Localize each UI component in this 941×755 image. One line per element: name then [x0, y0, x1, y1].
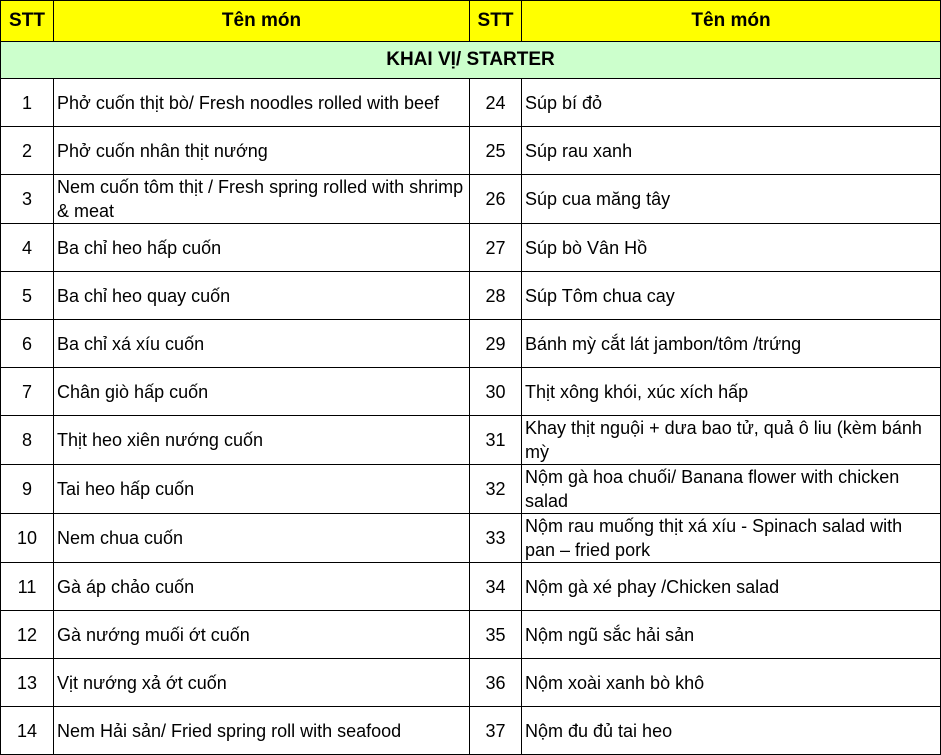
- left-dish-name-cell: [54, 563, 470, 611]
- left-item-number: 8: [21, 430, 32, 450]
- right-dish-name-cell: [522, 368, 941, 416]
- left-dish-name-cell: [54, 465, 470, 514]
- left-item-number: 4: [21, 237, 32, 258]
- left-dish-name-cell: [54, 175, 470, 224]
- dish-name-header-right: Tên món: [522, 1, 941, 42]
- right-dish-name: Nộm gà hoa chuối/ Banana flower with chicken salad: [525, 467, 900, 511]
- right-item-number: 35: [485, 624, 506, 645]
- left-item-number: 3: [21, 189, 32, 209]
- right-dish-name-cell: [522, 272, 941, 320]
- left-dish-name: Phở cuốn nhân thịt nướng: [57, 140, 268, 161]
- right-item-number-cell: [470, 175, 522, 224]
- right-item-number-cell: [470, 514, 522, 563]
- left-item-number-cell: [1, 175, 54, 224]
- right-item-number: 26: [485, 189, 506, 209]
- right-dish-name: Thịt xông khói, xúc xích hấp: [525, 381, 749, 402]
- left-dish-name: Tai heo hấp cuốn: [57, 479, 195, 499]
- table-row: [1, 79, 941, 127]
- right-item-number-cell: [470, 416, 522, 465]
- left-dish-name-cell: [54, 224, 470, 272]
- left-dish-name-cell: [54, 707, 470, 755]
- left-dish-name: Ba chỉ xá xíu cuốn: [57, 333, 205, 354]
- left-dish-name: Ba chỉ heo quay cuốn: [57, 285, 231, 306]
- table-row: [1, 224, 941, 272]
- right-dish-name-cell: [522, 659, 941, 707]
- right-dish-name-cell: [522, 563, 941, 611]
- right-item-number-cell: [470, 659, 522, 707]
- right-dish-name-cell: [522, 320, 941, 368]
- right-item-number: 33: [485, 528, 506, 548]
- right-item-number-cell: [470, 611, 522, 659]
- left-dish-name-cell: [54, 272, 470, 320]
- table-row: [1, 416, 941, 465]
- table-row: [1, 272, 941, 320]
- left-item-number-cell: [1, 416, 54, 465]
- right-dish-name-cell: [522, 79, 941, 127]
- left-item-number-cell: [1, 224, 54, 272]
- left-dish-name-cell: [54, 320, 470, 368]
- left-dish-name: Nem chua cuốn: [57, 528, 184, 548]
- left-item-number-cell: [1, 563, 54, 611]
- right-dish-name-cell: [522, 416, 941, 465]
- right-dish-name-cell: [522, 611, 941, 659]
- left-item-number: 14: [16, 720, 38, 741]
- left-dish-name: Thịt heo xiên nướng cuốn: [57, 430, 263, 450]
- left-item-number-cell: [1, 79, 54, 127]
- section-title: KHAI VỊ/ STARTER: [1, 42, 941, 79]
- stt-header-left: STT: [1, 1, 54, 42]
- dish-name-header-left: Tên món: [54, 1, 470, 42]
- right-dish-name-cell: [522, 707, 941, 755]
- left-dish-name: Gà áp chảo cuốn: [57, 576, 195, 597]
- left-item-number: 10: [16, 528, 38, 548]
- right-item-number-cell: [470, 368, 522, 416]
- right-item-number: 25: [485, 140, 506, 161]
- table-row: [1, 611, 941, 659]
- left-dish-name-cell: [54, 611, 470, 659]
- left-dish-name: Chân giò hấp cuốn: [57, 381, 209, 402]
- right-item-number-cell: [470, 127, 522, 175]
- left-dish-name-cell: [54, 659, 470, 707]
- left-dish-name-cell: [54, 79, 470, 127]
- right-item-number-cell: [470, 224, 522, 272]
- right-dish-name-cell: [522, 127, 941, 175]
- left-item-number: 9: [21, 479, 32, 499]
- right-item-number: 31: [485, 430, 506, 450]
- right-item-number-cell: [470, 272, 522, 320]
- right-dish-name: Bánh mỳ cắt lát jambon/tôm /trứng: [525, 333, 802, 354]
- right-item-number: 36: [485, 672, 506, 693]
- right-item-number: 37: [485, 720, 506, 741]
- right-dish-name-cell: [522, 175, 941, 224]
- right-dish-name: Nộm đu đủ tai heo: [525, 720, 673, 741]
- table-row: [1, 368, 941, 416]
- right-dish-name: Nộm xoài xanh bò khô: [525, 672, 705, 693]
- left-item-number: 1: [21, 92, 32, 113]
- left-item-number-cell: [1, 465, 54, 514]
- left-item-number-cell: [1, 659, 54, 707]
- left-item-number: 12: [16, 624, 38, 645]
- right-dish-name: Súp bí đỏ: [525, 92, 603, 113]
- right-item-number-cell: [470, 465, 522, 514]
- left-item-number-cell: [1, 611, 54, 659]
- right-item-number-cell: [470, 320, 522, 368]
- left-dish-name-cell: [54, 416, 470, 465]
- right-item-number: 27: [485, 237, 506, 258]
- right-dish-name: Khay thịt nguội + dưa bao tử, quả ô liu (kèm bánh mỳ: [525, 418, 922, 462]
- left-item-number-cell: [1, 514, 54, 563]
- left-item-number: 2: [21, 140, 32, 161]
- left-item-number-cell: [1, 707, 54, 755]
- left-dish-name: Nem cuốn tôm thịt / Fresh spring rolled with shrimp & meat: [57, 177, 464, 221]
- right-dish-name: Súp Tôm chua cay: [525, 285, 675, 306]
- right-dish-name-cell: [522, 514, 941, 563]
- left-item-number: 13: [16, 672, 38, 693]
- right-item-number: 24: [485, 92, 506, 113]
- right-item-number-cell: [470, 563, 522, 611]
- left-dish-name: Ba chỉ heo hấp cuốn: [57, 237, 222, 258]
- table-row: [1, 175, 941, 224]
- right-dish-name: Nộm gà xé phay /Chicken salad: [525, 576, 780, 597]
- right-item-number: 32: [485, 479, 506, 499]
- left-item-number-cell: [1, 127, 54, 175]
- stt-header-right: STT: [470, 1, 522, 42]
- left-item-number-cell: [1, 368, 54, 416]
- right-item-number: 29: [485, 333, 506, 354]
- left-dish-name: Nem Hải sản/ Fried spring roll with seafood: [57, 720, 402, 741]
- left-dish-name: Phở cuốn thịt bò/ Fresh noodles rolled with beef: [57, 92, 440, 113]
- right-dish-name: Súp rau xanh: [525, 140, 633, 161]
- right-item-number-cell: [470, 79, 522, 127]
- header-row: [1, 1, 941, 42]
- right-dish-name: Nộm rau muống thịt xá xíu - Spinach salad with pan – fried pork: [525, 516, 903, 560]
- left-item-number: 11: [17, 576, 37, 597]
- table-row: [1, 127, 941, 175]
- left-dish-name-cell: [54, 127, 470, 175]
- table-row: [1, 320, 941, 368]
- left-dish-name: Gà nướng muối ớt cuốn: [57, 624, 250, 645]
- left-item-number: 7: [21, 381, 32, 402]
- section-row: [1, 42, 941, 79]
- table-row: [1, 659, 941, 707]
- right-dish-name: Súp bò Vân Hồ: [525, 237, 648, 258]
- right-dish-name: Súp cua măng tây: [525, 189, 671, 209]
- table-row: [1, 465, 941, 514]
- left-item-number: 5: [21, 285, 32, 306]
- menu-body: [1, 42, 941, 755]
- right-dish-name-cell: [522, 465, 941, 514]
- right-dish-name-cell: [522, 224, 941, 272]
- left-item-number-cell: [1, 272, 54, 320]
- left-item-number: 6: [21, 333, 32, 354]
- left-item-number-cell: [1, 320, 54, 368]
- left-dish-name: Vịt nướng xả ớt cuốn: [57, 672, 227, 693]
- table-row: [1, 707, 941, 755]
- right-item-number: 28: [485, 285, 506, 306]
- right-item-number: 30: [485, 381, 506, 402]
- right-item-number-cell: [470, 707, 522, 755]
- right-item-number: 34: [485, 576, 506, 597]
- left-dish-name-cell: [54, 368, 470, 416]
- table-row: [1, 563, 941, 611]
- table-row: [1, 514, 941, 563]
- right-dish-name: Nộm ngũ sắc hải sản: [525, 624, 695, 645]
- left-dish-name-cell: [54, 514, 470, 563]
